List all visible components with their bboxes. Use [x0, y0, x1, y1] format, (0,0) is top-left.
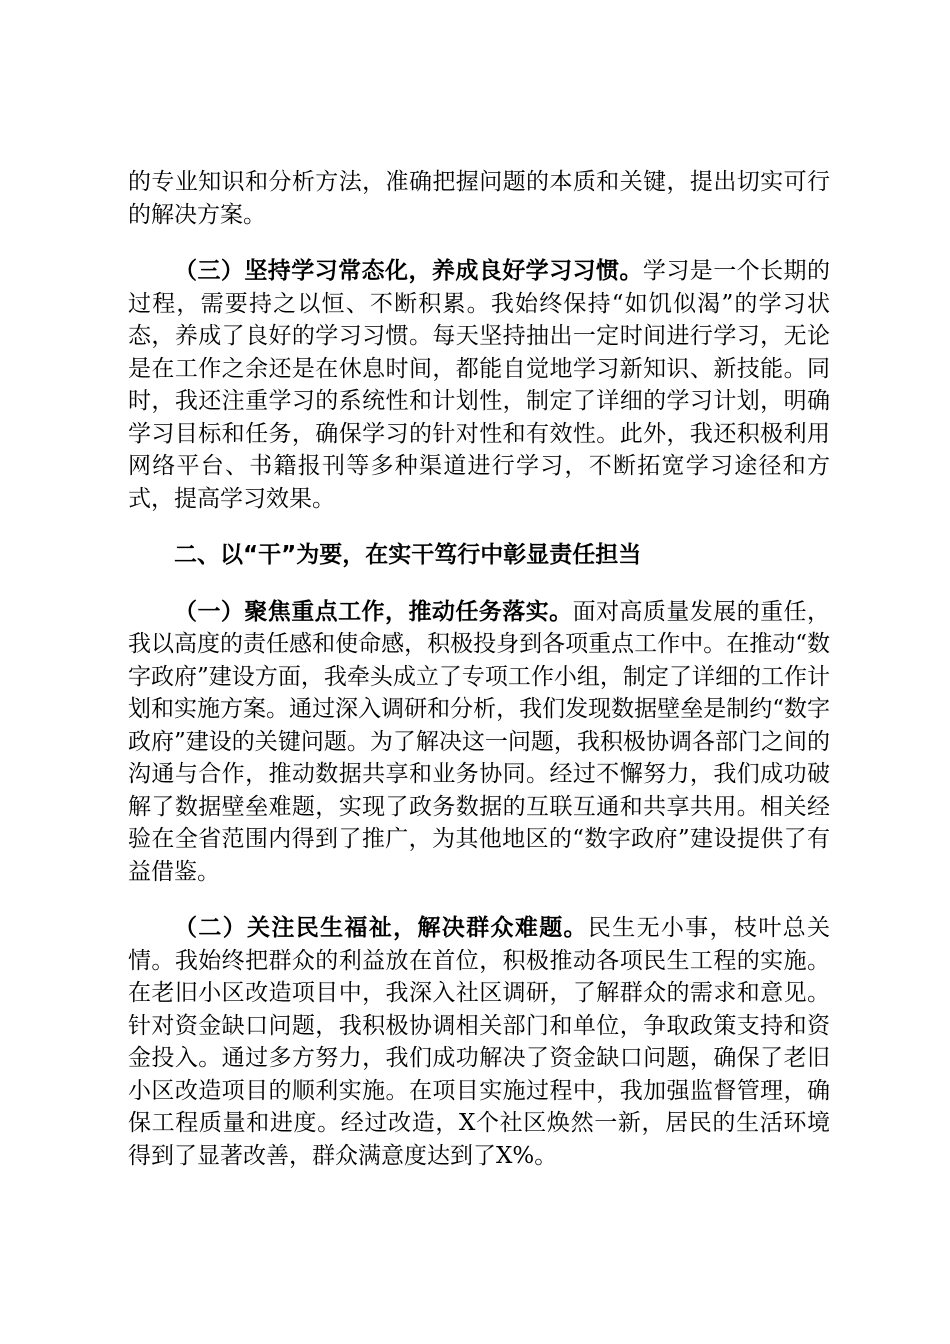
paragraph-livelihood: [128, 912, 830, 1172]
paragraph-body: 的专业知识和分析方法，准确把握问题的本质和关键，提出切实可行的解决方案。: [128, 169, 830, 228]
paragraph-lead: （二）关注民生福祉，解决群众难题。: [174, 915, 588, 941]
paragraph-body: 面对高质量发展的重任，我以高度的责任感和使命感，积极投身到各项重点工作中。在推动“数字政府”建设方面，我牵头成立了专项工作小组，制定了详细的工作计划和实施方案。通过深入调研和分析，我们发现数据壁垒是制约“数字政府”建设的关键问题。为了解决这一问题，我积极协调各部门之间的沟通与合作，推动数据共享和业务协同。经过不懈努力，我们成功破解了数据壁垒难题，实现了政务数据的互联互通和共享共用。相关经验在全省范围内得到了推广，为其他地区的“数字政府”建设提供了有益借鉴。: [128, 598, 831, 885]
paragraph-key-work: [128, 596, 830, 889]
document-page: [128, 166, 830, 1196]
paragraph-lead: （一）聚焦重点工作，推动任务落实。: [174, 598, 573, 625]
paragraph-study-habits: [128, 255, 830, 515]
paragraph-body: 民生无小事，枝叶总关情。我始终把群众的利益放在首位，积极推动各项民生工程的实施。在老旧小区改造项目中，我深入社区调研，了解群众的需求和意见。针对资金缺口问题，我积极协调相关部门和单位，争取政策支持和资金投入。通过多方努力，我们成功解决了资金缺口问题，确保了老旧小区改造项目的顺利实施。在项目实施过程中，我加强监督管理，确保工程质量和进度。经过改造，X个社区焕然一新，居民的生活环境得到了显著改善，群众满意度达到了X%。: [128, 915, 831, 1169]
paragraph-continuation: [128, 166, 830, 231]
paragraph-body: 学习是一个长期的过程，需要持之以恒、不断积累。我始终保持“如饥似渴”的学习状态，养成了良好的学习习惯。每天坚持抽出一定时间进行学习，无论是在工作之余还是在休息时间，都能自觉地学习新知识、新技能。同时，我还注重学习的系统性和计划性，制定了详细的学习计划，明确学习目标和任务，确保学习的针对性和有效性。此外，我还积极利用网络平台、书籍报刊等多种渠道进行学习，不断拓宽学习途径和方式，提高学习效果。: [128, 258, 831, 512]
paragraph-lead: （三）坚持学习常态化，养成良好学习习惯。: [174, 258, 643, 284]
section-heading: 二、以“干”为要，在实干笃行中彰显责任担当: [174, 542, 642, 568]
